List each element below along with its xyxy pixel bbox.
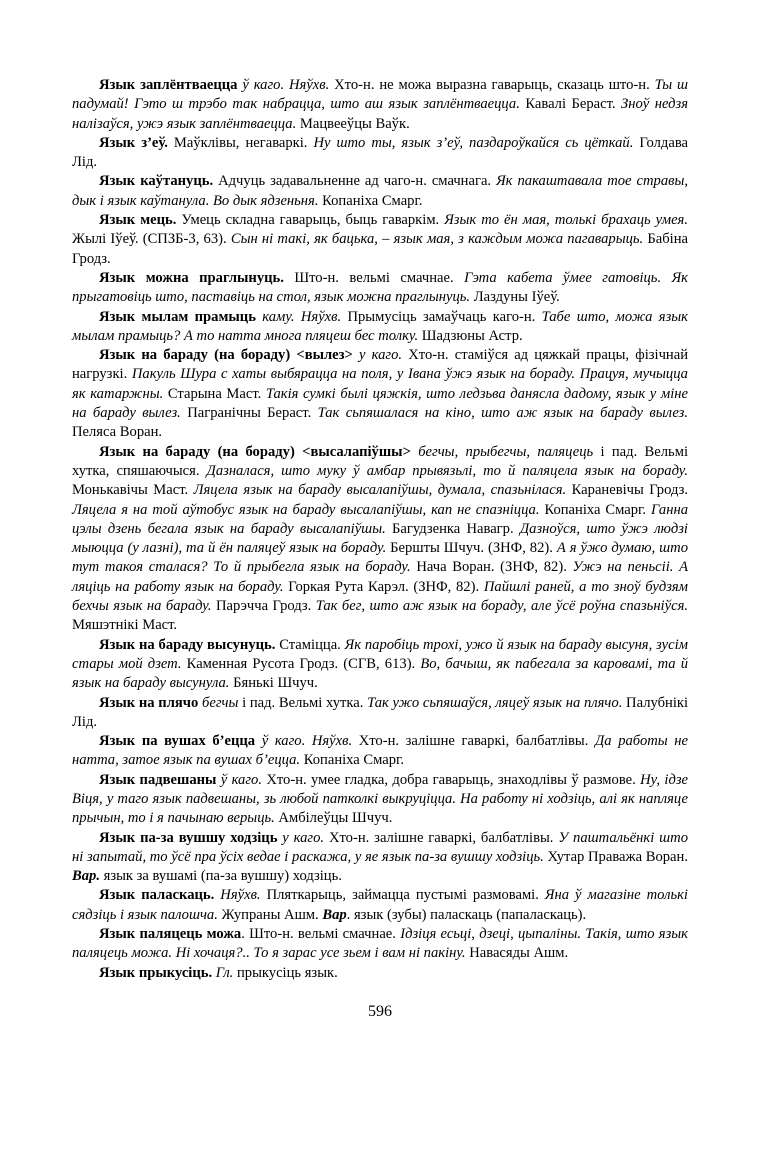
- entry-italic-text: Ну, ідзе Віця, у таго язык падвешаны, зь любой патколкі выкруціцца. На работу ні ходзіць, алі як напляце прычын, то і я пачынаю верыць.: [72, 771, 688, 827]
- dictionary-entry: [72, 694, 688, 733]
- entry-italic-text: бегчы, прыбегчы, паляцець: [410, 443, 594, 460]
- entry-headword: Язык на бараду (на бораду) <вылез>: [99, 347, 353, 364]
- entry-headword: Язык на бараду (на бораду) <высалапіўшы>: [99, 443, 411, 460]
- entry-italic-text: Гл.: [212, 964, 234, 981]
- entry-italic-text: Так сьпяшалася на кіно, што аж язык на бараду вылез.: [317, 405, 688, 422]
- entry-italic-text: Зноў недзя налізаўся, ужэ язык заплёнтваецца.: [72, 96, 688, 132]
- entry-italic-text: Язык то ён мая, толькі брахаць умея.: [444, 212, 688, 229]
- dictionary-entry: [72, 172, 688, 211]
- entry-text: Хто-н. не можа выразна гаварыць, сказаць што-н.: [329, 77, 655, 93]
- entry-italic-text: Такія сумкі былі цяжкія, што ледзьва данясла дадому, язык у міне на бараду вылез.: [72, 385, 688, 422]
- entry-text: Пеляса Воран.: [72, 424, 163, 441]
- entry-variant-label: Вар: [322, 906, 347, 923]
- entry-text: Бянькі Шчуч.: [229, 675, 318, 692]
- entry-headword: Язык з’еў.: [99, 134, 168, 151]
- entry-text: Пляткарыць, займацца пустымі размовамі.: [260, 887, 545, 904]
- entry-variant-label: Вар.: [72, 868, 100, 885]
- entry-text: Бершты Шчуч. (ЗНФ, 82).: [386, 540, 557, 557]
- entry-text: Навасяды Ашм.: [465, 945, 569, 962]
- entry-italic-text: А я ўжо думаю, што тут такоя сталася? То й прыбегла язык на бораду.: [72, 540, 689, 576]
- entry-italic-text: Табе што, можа язык мылам прамыць? А то натта многа пляцеш бес толку.: [72, 308, 688, 344]
- dictionary-page: [72, 76, 688, 983]
- entry-text: Прымусіць замаўчаць каго-н.: [341, 308, 542, 325]
- dictionary-entry: [72, 829, 688, 887]
- entry-italic-text: ў каго. Няўхв.: [237, 77, 330, 93]
- entry-italic-text: Дазноўся, што ўжэ людзі мыюцца (у лазні), та й ён паляцеў язык на бораду.: [72, 520, 688, 557]
- entry-headword: Язык паласкаць.: [99, 887, 215, 904]
- entry-italic-text: Ідзіця есьці, дзеці, цыпаліны. Такія, што язык паляцець можа. Ні хочаця?.. То я зарас усе зьем і вам ні пакіну.: [72, 926, 688, 962]
- dictionary-entry: [72, 886, 688, 925]
- entry-italic-text: Ты ш падумай! Гэто ш трэбо так набрацца, што аш язык заплёнтваецца.: [72, 77, 688, 113]
- entry-headword: Язык каўтануць.: [99, 173, 214, 190]
- entry-text: Мяшэтнікі Маст.: [72, 617, 178, 634]
- entry-headword: Язык па-за вушшу ходзіць: [99, 829, 278, 846]
- dictionary-entry: [72, 443, 688, 636]
- entry-italic-text: Няўхв.: [214, 887, 261, 904]
- entry-headword: Язык на бараду высунуць.: [99, 636, 276, 653]
- entry-text: Мацвееўцы Ваўк.: [296, 115, 410, 132]
- entry-italic-text: Пакуль Шура с хаты выбярацца на поля, у Івана ўжэ язык на бораду. Працуя, мучыцца як катаржны.: [72, 366, 688, 402]
- dictionary-entry: [72, 732, 688, 771]
- entry-italic-text: Во, бачыш, як пабегала за каровамі, та й язык на бараду высунула.: [72, 655, 688, 692]
- entry-headword: Язык заплёнтваецца: [99, 77, 238, 93]
- entry-italic-text: Ну што ты, язык з’еў, паздароўкайся сь цёткай.: [313, 134, 634, 151]
- entry-italic-text: Гэта кабета ўмее гатовіць. Як прыгатовіць што, паставіць на стол, язык можна праглынуць.: [72, 269, 688, 306]
- entry-italic-text: ў каго.: [216, 771, 262, 788]
- entry-italic-text: Так бег, што аж язык на бораду, але ўсё роўна спазьніўся.: [315, 598, 688, 615]
- entry-italic-text: Яна ў магазіне толькі сядзіць і язык палошча.: [72, 887, 688, 923]
- entry-text: . Што-н. вельмі смачнае.: [241, 926, 401, 943]
- entry-headword: Язык падвешаны: [99, 771, 217, 788]
- entry-italic-text: каму. Няўхв.: [255, 308, 342, 325]
- entry-italic-text: Пайшлі раней, а то зноў будзям бехчы язык на бараду.: [72, 578, 688, 615]
- entry-text: Копаніха Смарг.: [539, 501, 651, 518]
- entry-headword: Язык па вушах б’ецца: [99, 733, 256, 750]
- entry-text: Маўклівы, негаваркі.: [167, 134, 314, 151]
- entry-text: Кавалі Бераст.: [519, 96, 622, 113]
- entry-italic-text: Так ужо сьпяшаўся, ляцеў язык на плячо.: [367, 694, 623, 711]
- entry-text: прыкусіць язык.: [233, 964, 338, 981]
- entry-italic-text: ў каго. Няўхв.: [255, 733, 353, 750]
- entry-text: Караневічы Гродз.: [566, 482, 688, 499]
- entry-text: Палубнікі Лід.: [72, 694, 689, 730]
- entry-italic-text: у каго.: [277, 829, 325, 846]
- entry-text: Старына Маст.: [163, 385, 266, 402]
- dictionary-entry: [72, 211, 688, 269]
- entry-italic-text: Ганна цэлы дзень бегала язык на бараду высалапіўшы.: [72, 501, 688, 537]
- entry-text: Што-н. вельмі смачнае.: [283, 269, 465, 286]
- entry-headword: Язык паляцець можа: [99, 926, 242, 943]
- entry-text: Бабіна Гродз.: [72, 231, 688, 267]
- entry-text: Нача Воран. (ЗНФ, 82).: [410, 559, 573, 576]
- entry-text: Багудзенка Навагр.: [385, 520, 520, 537]
- dictionary-entry: [72, 134, 688, 173]
- entry-text: Пагранічны Бераст.: [180, 405, 318, 422]
- entry-italic-text: Як паробіць трохі, ужо й язык на бараду высуня, зусім стары мой дзет.: [72, 636, 688, 672]
- dictionary-entry: [72, 964, 688, 983]
- entry-text: Адчуць задавальненне ад чаго-н. смачнага.: [213, 173, 497, 190]
- entry-italic-text: Ляцела язык на бараду высалапіўшы, думала, спазьнілася.: [193, 482, 567, 499]
- entry-text: Жылі Іўеў. (СПЗБ-3, 63).: [72, 231, 231, 248]
- entry-text: і пад. Вельмі хутка.: [238, 694, 368, 711]
- entry-text: Горкая Рута Карэл. (ЗНФ, 82).: [283, 578, 484, 595]
- entry-italic-text: Ужэ на пеньсіі. А ляціць на работу язык на бораду.: [72, 559, 689, 595]
- entry-text: язык за вушамі (па-за вушшу) ходзіць.: [99, 868, 342, 885]
- entry-headword: Язык на плячо: [99, 694, 199, 711]
- entry-text: Копаніха Смарг.: [300, 752, 405, 769]
- entry-text: Голдава Лід.: [72, 134, 688, 171]
- entry-text: Амбілеўцы Шчуч.: [274, 810, 393, 827]
- entry-text: Парэчча Гродз.: [211, 598, 316, 615]
- entry-headword: Язык прыкусіць.: [99, 964, 213, 981]
- entry-italic-text: Як пакаштавала тое стравы, дык і язык каўтанула. Во дык ядзеньня.: [72, 173, 688, 209]
- entry-text: Жупраны Ашм.: [217, 906, 323, 923]
- entry-italic-text: Сын ні такі, як бацька, – язык мая, з каждым можа пагаварыць.: [230, 231, 644, 248]
- entry-text: Хто-н. умее гладка, добра гаварыць, знаходлівы ў размове.: [261, 771, 641, 788]
- entry-headword: Язык мылам прамыць: [99, 308, 256, 325]
- entry-text: Хто-н. залішне гаваркі, балбатлівы.: [352, 733, 596, 750]
- entry-italic-text: Дазналася, што муку ў амбар прывязьлі, то й паляцела язык на бораду.: [206, 462, 688, 479]
- entry-text: Стаміцца.: [275, 636, 345, 653]
- entry-text: . язык (зубы) паласкаць (папаласкаць).: [346, 906, 587, 923]
- dictionary-entry: [72, 269, 688, 308]
- dictionary-entry: [72, 346, 688, 442]
- dictionary-entry: [72, 76, 688, 134]
- entry-text: Умець складна гаварыць, быць гаваркім.: [176, 212, 445, 229]
- entry-text: Хутар Праважа Воран.: [543, 848, 688, 865]
- entry-text: Шадзюны Астр.: [418, 327, 523, 344]
- dictionary-entry: [72, 308, 688, 347]
- entry-headword: Язык можна праглынуць.: [99, 269, 284, 286]
- entry-text: Лаздуны Іўеў.: [470, 289, 560, 306]
- entry-italic-text: У паштальёнкі што ні запытай, то ўсё пра ўсіх ведае і раскажа, у яе язык па-за вушшу ходзіць.: [72, 829, 688, 865]
- entry-text: Каменная Русота Гродз. (СГВ, 613).: [181, 655, 421, 672]
- entry-italic-text: бегчы: [198, 694, 239, 711]
- entry-italic-text: Ляцела я на той аўтобус язык на бараду высалапіўшы, кап не спазніцца.: [72, 501, 540, 518]
- entry-italic-text: у каго.: [352, 347, 403, 364]
- dictionary-entry: [72, 636, 688, 694]
- entry-text: Копаніха Смарг.: [318, 192, 423, 209]
- entry-text: Хто-н. залішне гаваркі, балбатлівы.: [324, 829, 559, 846]
- dictionary-entry: [72, 771, 688, 829]
- dictionary-entry: [72, 925, 688, 964]
- page-number: 596: [368, 1003, 392, 1020]
- entry-headword: Язык мець.: [99, 212, 177, 229]
- entry-italic-text: Да работы не натта, затое язык па вушах б’ецца.: [72, 733, 689, 769]
- entry-text: Хто-н. стаміўся ад цяжкай працы, фізічнай нагрузкі.: [72, 347, 689, 383]
- entry-text: Монькавічы Маст.: [72, 482, 194, 499]
- entry-text: і пад. Вельмі хутка, спяшаючыся.: [72, 443, 688, 479]
